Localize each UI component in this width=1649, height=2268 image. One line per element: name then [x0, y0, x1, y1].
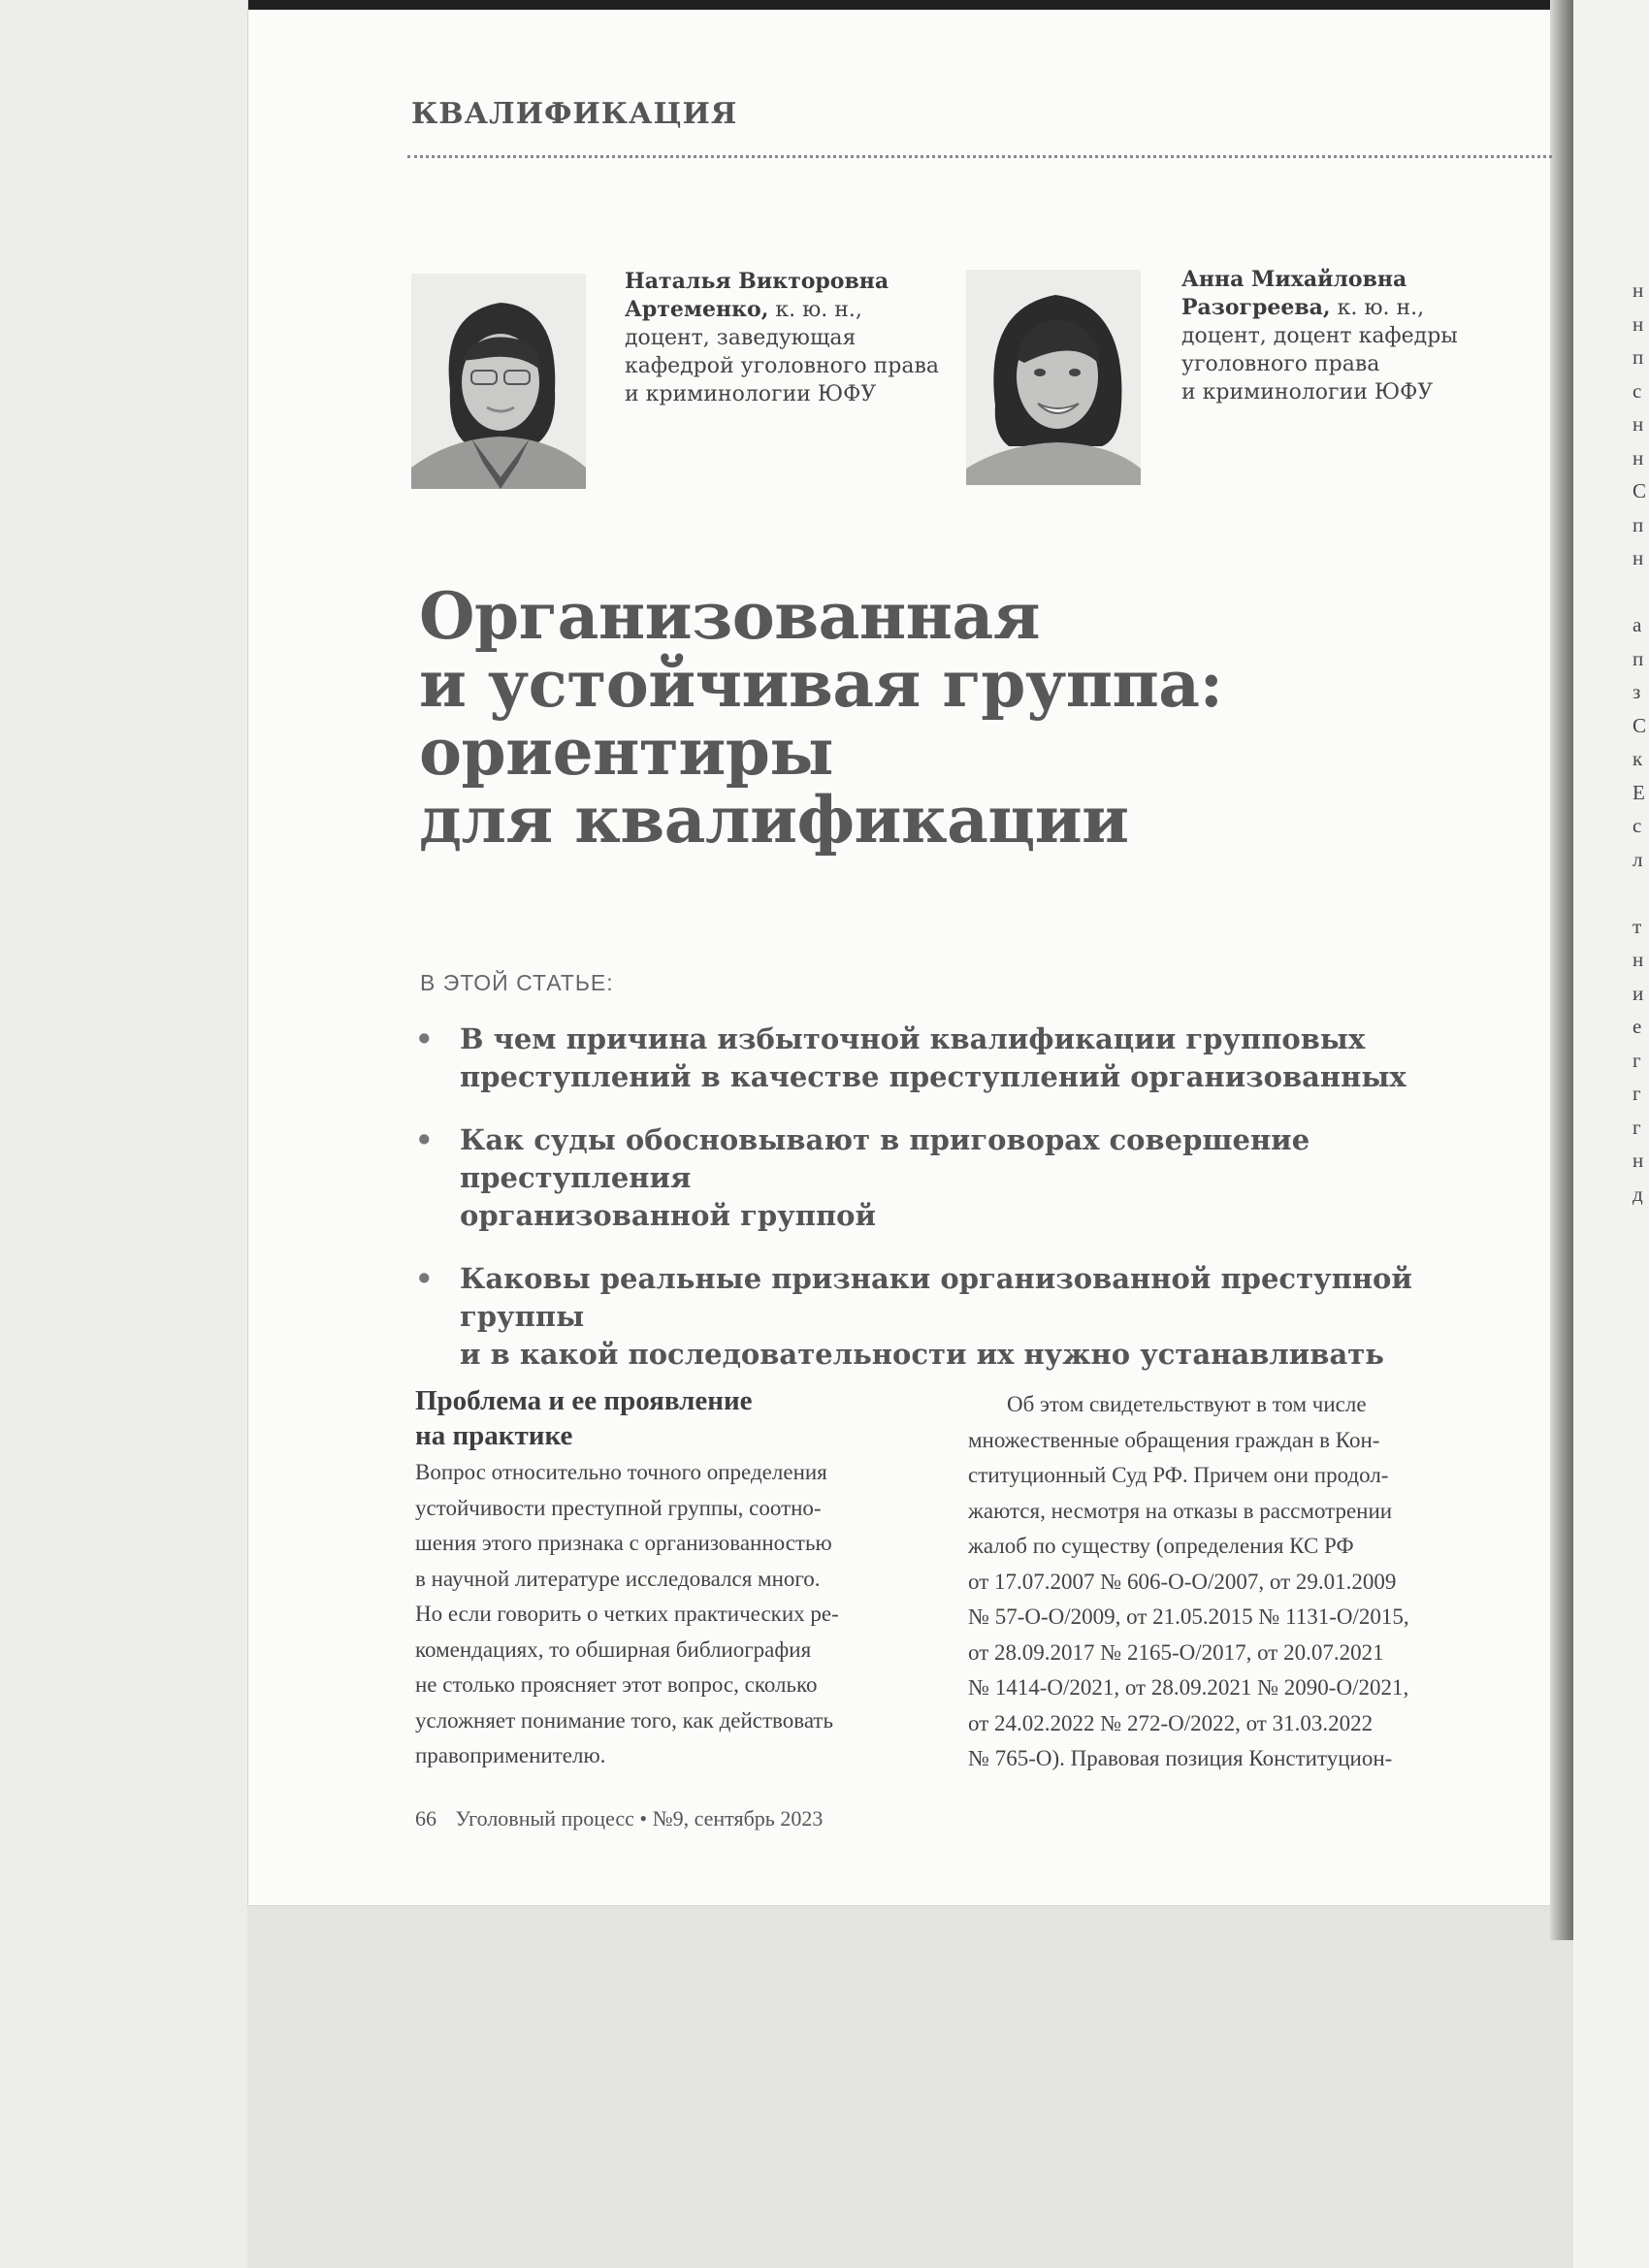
author-photo-razogreeva [966, 270, 1141, 485]
author-name: Наталья Викторовна [625, 269, 889, 294]
author-info-razogreeva [1181, 266, 1458, 406]
edge-letter: н [1633, 948, 1644, 971]
body-line: в научной литературе исследовался много. [415, 1566, 821, 1591]
edge-letter: к [1633, 747, 1643, 770]
edge-letter: н [1633, 445, 1644, 470]
body-line: Об этом свидетельствуют в том числе [1007, 1392, 1367, 1416]
edge-letter: а [1633, 613, 1642, 636]
author-position-line: кафедрой уголовного права [625, 354, 939, 378]
highlight-item [415, 1260, 1502, 1374]
edge-letter: п [1633, 345, 1644, 369]
book-gutter [1550, 0, 1573, 1940]
body-line: № 57-О-О/2009, от 21.05.2015 № 1131-О/2015, [968, 1604, 1409, 1629]
edge-letter: г [1633, 1048, 1641, 1072]
bullet-icon: • [415, 1262, 434, 1295]
scan-background-bottom [248, 1905, 1649, 2268]
edge-letter [1633, 575, 1649, 609]
author-photo-artemenko [411, 274, 586, 489]
in-article-label: В ЭТОЙ СТАТЬЕ: [420, 970, 614, 995]
highlight-line: В чем причина избыточной квалификации групповых [460, 1022, 1366, 1055]
edge-letter: п [1633, 512, 1644, 536]
edge-letter: и [1633, 981, 1644, 1005]
edge-letter: д [1633, 1182, 1643, 1206]
journal-issue: Уголовный процесс • №9, сентябрь 2023 [455, 1806, 824, 1831]
title-line: для квалификации [419, 782, 1129, 858]
edge-letter: С [1633, 479, 1647, 502]
author-position-line: и криминологии ЮФУ [1181, 380, 1434, 405]
edge-letter: н [1633, 546, 1644, 569]
body-line: от 28.09.2017 № 2165-О/2017, от 20.07.2021 [968, 1639, 1384, 1665]
edge-letter: з [1633, 680, 1641, 703]
title-line: и устойчивая группа: [419, 646, 1223, 722]
title-line: Организованная [419, 578, 1041, 654]
section-subheading [415, 1383, 861, 1453]
highlight-line: Каковы реальные признаки организованной преступной группы [460, 1262, 1412, 1333]
body-line: не столько проясняет этот вопрос, сколько [415, 1672, 818, 1697]
edge-letter: Е [1633, 780, 1645, 804]
body-line: множественные обращения граждан в Кон- [968, 1427, 1380, 1452]
page-top-edge [248, 0, 1571, 10]
edge-letter: С [1633, 713, 1647, 737]
edge-letter: н [1633, 412, 1644, 436]
author-degree: к. ю. н., [775, 298, 862, 322]
highlight-line: преступлений в качестве преступлений организованных [460, 1060, 1406, 1093]
body-line: от 17.07.2007 № 606-О-О/2007, от 29.01.2009 [968, 1569, 1397, 1594]
next-page-text-fragment [1633, 274, 1649, 1211]
author-position-line: уголовного права [1181, 352, 1380, 376]
section-divider [407, 155, 1552, 158]
body-line: Вопрос относительно точного определения [415, 1460, 827, 1484]
body-line: ституционный Суд РФ. Причем они продол- [968, 1463, 1389, 1487]
author-position-line: доцент, доцент кафедры [1181, 324, 1458, 348]
title-line: ориентиры [419, 714, 834, 790]
body-line: устойчивости преступной группы, соотно- [415, 1495, 822, 1520]
body-line: комендациях, то обширная библиография [415, 1636, 812, 1662]
author-surname: Разогреева, [1181, 295, 1331, 320]
body-column-left [415, 1455, 929, 1774]
subheading-line: Проблема и ее проявление [415, 1385, 753, 1416]
edge-letter: п [1633, 646, 1644, 670]
section-label: КВАЛИФИКАЦИЯ [411, 97, 738, 131]
page-number: 66 [415, 1806, 436, 1831]
body-line: от 24.02.2022 № 272-О/2022, от 31.03.2022 [968, 1710, 1374, 1735]
edge-letter: г [1633, 1115, 1641, 1139]
article-title [419, 578, 1292, 858]
edge-letter: т [1633, 914, 1642, 938]
author-position-line: доцент, заведующая [625, 326, 857, 350]
author-degree: к. ю. н., [1337, 296, 1425, 320]
edge-letter: н [1633, 1149, 1644, 1172]
edge-letter: е [1633, 1015, 1642, 1038]
body-column-right [968, 1387, 1492, 1777]
page-footer [415, 1806, 823, 1831]
article-highlights [415, 1021, 1502, 1399]
highlight-line: и в какой последовательности их нужно устанавливать [460, 1338, 1384, 1371]
scan-background [0, 0, 247, 2268]
highlight-line: Как суды обосновывают в приговорах совершение преступления [460, 1123, 1310, 1194]
author-surname: Артеменко, [625, 297, 769, 322]
body-line: шения этого признака с организованностью [415, 1531, 832, 1555]
highlight-item [415, 1121, 1502, 1235]
bullet-icon: • [415, 1022, 434, 1055]
body-line: № 1414-О/2021, от 28.09.2021 № 2090-О/2021, [968, 1675, 1409, 1700]
edge-letter: с [1633, 378, 1642, 403]
body-line: № 765-О). Правовая позиция Конституцион- [968, 1746, 1393, 1770]
highlight-item [415, 1021, 1502, 1096]
edge-letter: с [1633, 814, 1642, 837]
body-line: правоприменителю. [415, 1743, 606, 1767]
author-info-artemenko [625, 268, 939, 408]
subheading-line: на практике [415, 1420, 573, 1451]
author-name: Анна Михайловна [1181, 267, 1407, 292]
edge-letter: г [1633, 1082, 1641, 1105]
body-line: жаются, несмотря на отказы в рассмотрении [968, 1498, 1393, 1523]
edge-letter: н [1633, 311, 1644, 336]
author-position-line: и криминологии ЮФУ [625, 382, 877, 406]
body-line: усложняет понимание того, как действовать [415, 1707, 833, 1733]
body-line: жалоб по существу (определения КС РФ [968, 1534, 1354, 1558]
body-line: Но если говорить о четких практических ре- [415, 1602, 839, 1626]
edge-letter: н [1633, 278, 1644, 302]
edge-letter: л [1633, 847, 1643, 871]
edge-letter [1633, 876, 1649, 910]
highlight-line: организованной группой [460, 1199, 877, 1232]
bullet-icon: • [415, 1123, 434, 1156]
